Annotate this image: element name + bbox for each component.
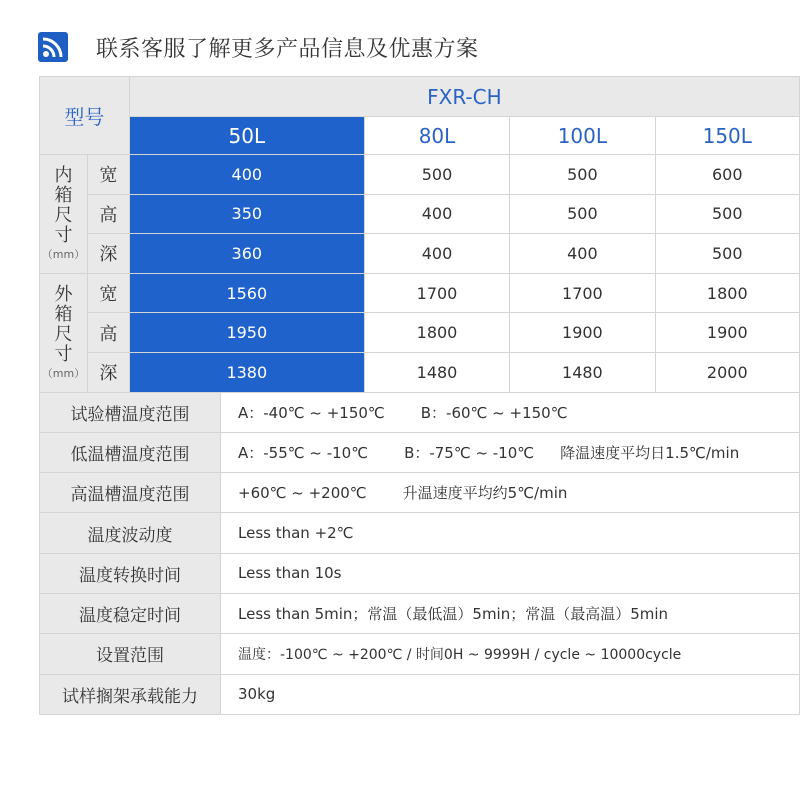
spec-value-part: Less than 10s [238, 564, 342, 583]
unit-label: （mm） [41, 366, 86, 380]
group-char: 寸 [54, 343, 73, 365]
spec-label: 高温槽温度范围 [40, 473, 221, 513]
dimension-value: 1900 [655, 313, 799, 353]
spec-value [221, 392, 800, 432]
capacity-header: 50L [129, 117, 364, 155]
dimension-label: 高 [87, 313, 129, 353]
capacity-header: 80L [364, 117, 509, 155]
dimension-value: 1800 [364, 313, 509, 353]
page-title: 联系客服了解更多产品信息及优惠方案 [96, 36, 479, 62]
dimension-value: 1700 [364, 273, 509, 313]
spec-value [221, 513, 800, 553]
group-char: 内 [54, 164, 73, 186]
unit-label: （mm） [41, 247, 86, 261]
group-char: 外 [54, 283, 73, 305]
dimension-value: 1380 [129, 352, 364, 392]
spec-label: 试验槽温度范围 [40, 392, 221, 432]
spec-value-part: A：-40℃ ~ +150℃ [238, 403, 385, 422]
spec-value-part: Less than 5min；常温（最低温）5min；常温（最高温）5min [238, 605, 669, 624]
spec-value-part: 30kg [238, 685, 276, 704]
group-char: 尺 [54, 323, 73, 345]
dimension-value: 1480 [510, 352, 655, 392]
capacity-header: 100L [510, 117, 655, 155]
spec-label: 温度波动度 [40, 513, 221, 553]
dimension-value: 500 [510, 155, 655, 195]
inner-size-group-label [40, 155, 88, 274]
spec-value-part: 升温速度平均约5℃/min [402, 484, 568, 503]
dimension-value: 1900 [510, 313, 655, 353]
spec-label: 低温槽温度范围 [40, 432, 221, 472]
spec-value-part: 温度：-100℃ ~ +200℃ / 时间0H ~ 9999H / cycle ~ 10000cycle [238, 646, 682, 663]
model-value: FXR-CH [129, 77, 799, 117]
dimension-value: 1800 [655, 273, 799, 313]
spec-value [221, 594, 800, 634]
dimension-value: 1560 [129, 273, 364, 313]
dimension-label: 高 [87, 194, 129, 234]
page-header [38, 28, 758, 66]
dimension-value: 1950 [129, 313, 364, 353]
dimension-label: 宽 [87, 155, 129, 195]
spec-value-part: A：-55℃ ~ -10℃ [238, 444, 369, 462]
dimension-value: 2000 [655, 352, 799, 392]
group-char: 尺 [54, 204, 73, 226]
spec-value [221, 553, 800, 593]
dimension-label: 深 [87, 234, 129, 274]
dimension-value: 400 [510, 234, 655, 274]
dimension-value: 500 [655, 234, 799, 274]
dimension-value: 1480 [364, 352, 509, 392]
group-char: 箱 [54, 303, 73, 325]
dimension-value: 500 [364, 155, 509, 195]
dimension-value: 400 [364, 194, 509, 234]
spec-value-part: Less than +2℃ [238, 524, 354, 543]
capacity-header: 150L [655, 117, 799, 155]
spec-value-part: B：-75℃ ~ -10℃ [404, 444, 535, 462]
spec-value-part: B：-60℃ ~ +150℃ [420, 403, 568, 422]
dimension-value: 500 [510, 194, 655, 234]
spec-value [221, 432, 800, 472]
spec-label: 试样搁架承载能力 [40, 674, 221, 714]
dimension-value: 350 [129, 194, 364, 234]
dimension-value: 400 [129, 155, 364, 195]
group-char: 箱 [54, 184, 73, 206]
rss-feed-icon [38, 32, 68, 62]
spec-label: 设置范围 [40, 634, 221, 674]
spec-value [221, 674, 800, 714]
dimension-value: 500 [655, 194, 799, 234]
spec-value [221, 473, 800, 513]
spec-label: 温度转换时间 [40, 553, 221, 593]
spec-value-part: 降温速度平均日1.5℃/min [560, 444, 740, 462]
dimension-value: 600 [655, 155, 799, 195]
group-char: 寸 [54, 224, 73, 246]
spec-label: 温度稳定时间 [40, 594, 221, 634]
spec-table [39, 76, 800, 715]
spec-value [221, 634, 800, 674]
dimension-label: 深 [87, 352, 129, 392]
dimension-label: 宽 [87, 273, 129, 313]
spec-value-part: +60℃ ~ +200℃ [238, 484, 367, 503]
dimension-value: 360 [129, 234, 364, 274]
dimension-value: 1700 [510, 273, 655, 313]
dimension-value: 400 [364, 234, 509, 274]
model-label: 型号 [40, 77, 130, 155]
outer-size-group-label [40, 273, 88, 392]
